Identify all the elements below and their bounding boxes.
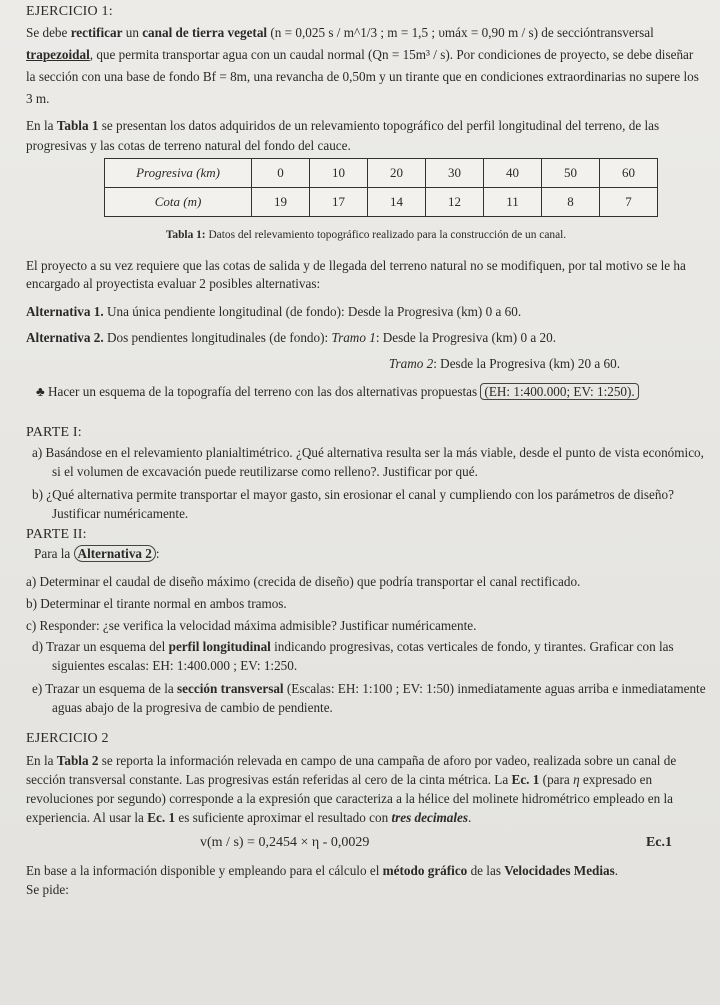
parte-2-item-b: b) Determinar el tirante normal en ambos tramos. [26, 596, 287, 611]
exercise-1-title: EJERCICIO 1: [26, 4, 113, 19]
table-cell: 12 [426, 188, 484, 217]
table-cell: 50 [542, 159, 600, 188]
table-cell: 20 [368, 159, 426, 188]
parte-1-item-b: b) ¿Qué alternativa permite transportar el mayor gasto, sin erosionar el canal y cumpliendo con los parámetros de diseño? Justificar numéricamente. [32, 487, 674, 521]
parte-2-item-c: c) Responder: ¿se verifica la velocidad máxima admisible? Justificar numéricamente. [26, 618, 477, 633]
table-cell: 8 [542, 188, 600, 217]
table-header-cota: Cota (m) [105, 188, 252, 217]
table-row-progresiva [105, 159, 658, 188]
table-cell: 19 [252, 188, 310, 217]
table-cell: 0 [252, 159, 310, 188]
table-row-cota [105, 188, 658, 217]
parte-1-title: PARTE I: [26, 425, 82, 440]
exercise-2-paragraph-2: En base a la información disponible y empleando para el cálculo el método gráfico de las Velocidades Medias. [26, 863, 619, 878]
table-cell: 14 [368, 188, 426, 217]
parte-2-item-e: e) Trazar un esquema de la sección transversal (Escalas: EH: 1:100 ; EV: 1:50) inmediatamente aguas arriba e inmediatamente aguas abajo de la progresiva de cambio de pendiente. [32, 681, 706, 715]
exercise-1-bullet: ♣ Hacer un esquema de la topografía del terreno con las dos alternativas propuestas (EH: 1:400.000; EV: 1:250). [26, 381, 706, 403]
equation-1 [26, 835, 706, 851]
parte-2-title: PARTE II: [26, 527, 87, 542]
scale-box: (EH: 1:400.000; EV: 1:250). [480, 383, 638, 400]
exercise-2-paragraph-3: Se pide: [26, 882, 69, 897]
table-header-progresiva: Progresiva (km) [105, 159, 252, 188]
exercise-1-paragraph-1: Se debe rectificar un canal de tierra vegetal (n = 0,025 s / m^1/3 ; m = 1,5 ; υmáx = 0,90 m / s) de seccióntransversal trapezoidal, que permita transportar agua con un caudal normal (Qn = 15m³ / s). Por condiciones de proyecto, se debe diseñar la sección con una base de fondo Bf = 8m, una revancha de 0,50m y un tirante que en condiciones extraordinarias no supere los 3 m. [26, 25, 699, 106]
alternative-1: Alternativa 1. Una única pendiente longitudinal (de fondo): Desde la Progresiva (km) 0 a 60. [26, 304, 522, 319]
equation-1-tag: Ec.1 [645, 835, 672, 850]
parte-2-item-a: a) Determinar el caudal de diseño máximo (crecida de diseño) que podría transportar el canal rectificado. [26, 574, 581, 589]
table-1 [104, 158, 706, 217]
table-cell: 7 [600, 188, 658, 217]
parte-1-item-a: a) Basándose en el relevamiento planialtimétrico. ¿Qué alternativa resulta ser la más viable, desde el punto de vista económico, si el volumen de excavación puede reutilizarse como relleno?. Justificar por qué. [32, 445, 704, 479]
exercise-2-paragraph-1: En la Tabla 2 se reporta la información relevada en campo de una campaña de aforo por vadeo, realizada sobre un canal de sección transversal constante. Las progresivas están referidas al cero de la cinta métrica. La Ec. 1 (para η expresado en revoluciones por segundo) corresponde a la expresión que caracteriza a la hélice del molinete hidrométrico empleado en la experiencia. Al usar la Ec. 1 es suficiente aproximar el resultado con tres decimales. [26, 753, 677, 825]
table-cell: 30 [426, 159, 484, 188]
equation-1-formula: v(m / s) = 0,2454 × η - 0,0029 [200, 835, 370, 850]
parte-2-intro: Para la Alternativa 2 : [34, 546, 160, 561]
table-cell: 60 [600, 159, 658, 188]
alternative-2: Alternativa 2. Dos pendientes longitudinales (de fondo): Tramo 1: Desde la Progresiva (km) 0 a 20. [26, 330, 556, 345]
alternative-2-tramo-2: Tramo 2: Desde la Progresiva (km) 20 a 60. [388, 356, 620, 371]
exercise-1-paragraph-3: El proyecto a su vez requiere que las cotas de salida y de llegada del terreno natural no se modifiquen, por tal motivo se le ha encargado al proyectista evaluar 2 posibles alternativas: [26, 258, 686, 291]
parte-2-item-d: d) Trazar un esquema del perfil longitudinal indicando progresivas, cotas verticales de fondo, y tirantes. Graficar con las siguientes escalas: EH: 1:400.000 ; EV: 1:250. [32, 639, 674, 673]
table-cell: 17 [310, 188, 368, 217]
exercise-1-paragraph-2: En la Tabla 1 se presentan los datos adquiridos de un relevamiento topográfico del perfil longitudinal del terreno, de las progresivas y las cotas de terreno natural del fondo del cauce. [26, 118, 660, 153]
exercise-2-title: EJERCICIO 2 [26, 731, 109, 746]
table-1-caption: Tabla 1: Datos del relevamiento topográfico realizado para la construcción de un canal. [165, 229, 567, 241]
table-cell: 10 [310, 159, 368, 188]
table-cell: 40 [484, 159, 542, 188]
table-cell: 11 [484, 188, 542, 217]
